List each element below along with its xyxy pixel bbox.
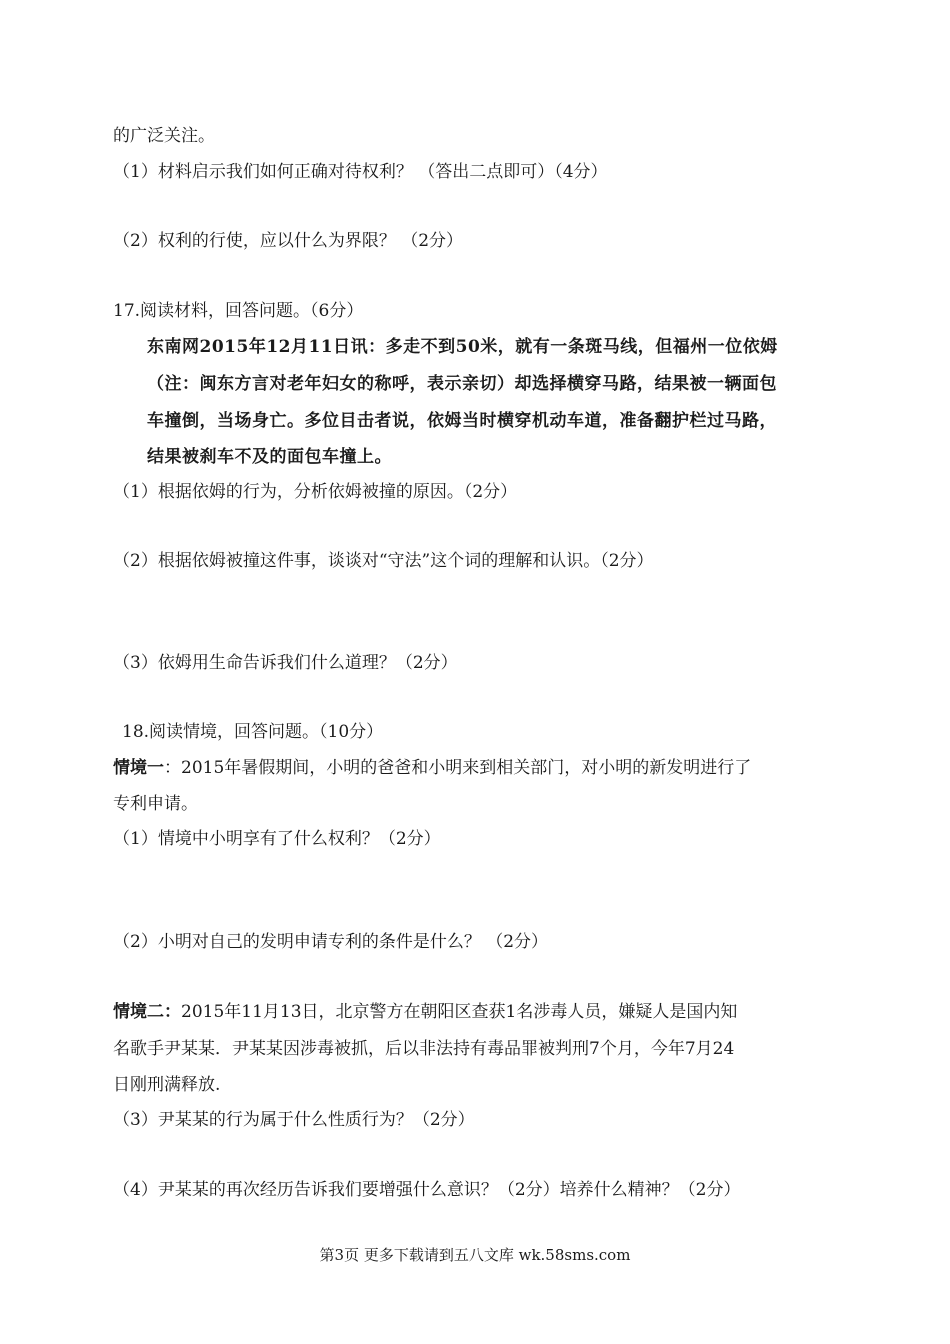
- q18-scene1-line: [113, 756, 751, 780]
- q17-sub3: （3）依姆用生命告诉我们什么道理？（2分）: [113, 653, 458, 673]
- q18-title: 18.阅读情境，回答问题。（10分）: [122, 722, 384, 742]
- scene1-text: ：2015年暑假期间，小明的爸爸和小明来到相关部门，对小明的新发明进行了: [164, 758, 752, 778]
- q17-material-line: 东南网2015年12月11日讯：多走不到50米，就有一条斑马线，但福州一位依姆: [147, 337, 778, 357]
- q18-sub3: （3）尹某某的行为属于什么性质行为？（2分）: [113, 1110, 475, 1130]
- scene2-label: 情境二：: [113, 1002, 181, 1022]
- q17-material-line: 结果被刹车不及的面包车撞上。: [147, 447, 392, 467]
- q17-sub1: （1）根据依姆的行为，分析依姆被撞的原因。（2分）: [113, 482, 518, 502]
- scene1-label: 情境一: [113, 758, 164, 778]
- q17-material-line: （注：闽东方言对老年妇女的称呼，表示亲切）却选择横穿马路，结果被一辆面包: [147, 374, 777, 394]
- q18-sub1: （1）情境中小明享有了什么权利？（2分）: [113, 829, 441, 849]
- q17-sub2: （2）根据依姆被撞这件事，谈谈对“守法”这个词的理解和认识。（2分）: [113, 551, 654, 571]
- continuation-line: 的广泛关注。: [113, 126, 215, 146]
- q18-sub4: （4）尹某某的再次经历告诉我们要增强什么意识？（2分）培养什么精神？（2分）: [113, 1180, 741, 1200]
- q18-scene2-line: [113, 1000, 737, 1024]
- page-footer: 第3页 更多下载请到五八文库 wk.58sms.com: [319, 1246, 631, 1264]
- q17-material-line: 车撞倒，当场身亡。多位目击者说，依姆当时横穿机动车道，准备翻护栏过马路，: [147, 411, 777, 431]
- scene2-text: 2015年11月13日，北京警方在朝阳区查获1名涉毒人员，嫌疑人是国内知: [181, 1002, 738, 1022]
- q18-scene2-cont: 日刚刑满释放.: [113, 1075, 221, 1095]
- q18-sub2: （2）小明对自己的发明申请专利的条件是什么？ （2分）: [113, 932, 549, 952]
- q18-scene1-cont: 专利申请。: [113, 794, 198, 814]
- q18-scene2-cont: 名歌手尹某某．尹某某因涉毒被抓，后以非法持有毒品罪被判刑7个月，今年7月24: [113, 1039, 735, 1059]
- q16-sub2: （2）权利的行使，应以什么为界限？ （2分）: [113, 231, 464, 251]
- q16-sub1: （1）材料启示我们如何正确对待权利？ （答出二点即可）（4分）: [113, 162, 608, 182]
- q17-title: 17.阅读材料，回答问题。（6分）: [113, 301, 364, 321]
